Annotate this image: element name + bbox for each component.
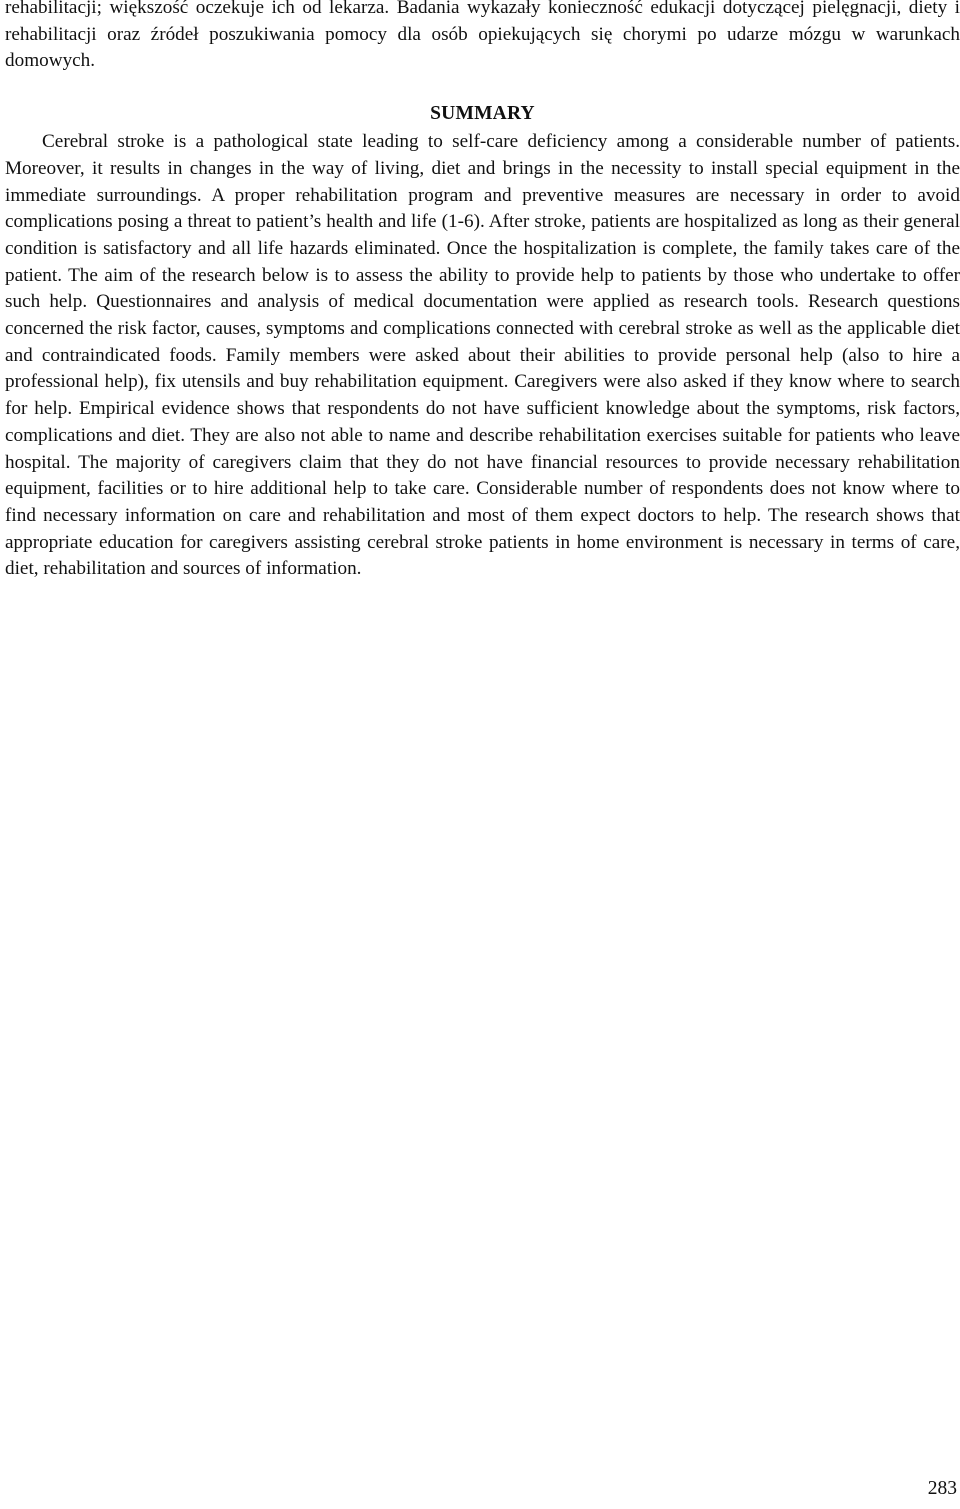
page-number: 283 [927, 1478, 957, 1499]
polish-paragraph: rehabilitacji; większość oczekuje ich od lekarza. Badania wykazały konieczność edukacji dotyczącej pielęgnacji, diety i rehabilitacji oraz źródeł poszukiwania pomocy dla osób opiekujących się chorymi po udarze mózgu w warunkach domowych. [5, 0, 960, 72]
page-body [5, 0, 960, 583]
summary-paragraph: Cerebral stroke is a pathological state leading to self-care deficiency among a considerable number of patients. Moreover, it results in changes in the way of living, diet and brings in the necessity to install special equipment in the immediate surroundings. A proper rehabilitation program and preventive measures are necessary in order to avoid complications posing a threat to patient’s health and life (1-6). After stroke, patients are hospitalized as long as their general condition is satisfactory and all life hazards eliminated. Once the hospitalization is complete, the family takes care of the patient. The aim of the research below is to assess the ability to provide help to patients by those who undertake to offer such help. Questionnaires and analysis of medical documentation were applied as research tools. Research questions concerned the risk factor, causes, symptoms and complications connected with cerebral stroke as well as the applicable diet and contraindicated foods. Family members were asked about their abilities to provide personal help (also to hire a professional help), fix utensils and buy rehabilitation equipment. Caregivers were also asked if they know where to search for help. Empirical evidence shows that respondents do not have sufficient knowledge about the symptoms, risk factors, complications and diet. They are also not able to name and describe rehabilitation exercises suitable for patients who leave hospital. The majority of caregivers claim that they do not have financial resources to provide necessary rehabilitation equipment, facilities or to hire additional help to take care. Considerable number of respondents does not know where to find necessary information on care and rehabilitation and most of them expect doctors to help. The research shows that appropriate education for caregivers assisting cerebral stroke patients in home environment is necessary in terms of care, diet, rehabilitation and sources of information. [5, 131, 960, 580]
summary-heading: SUMMARY [430, 103, 535, 125]
